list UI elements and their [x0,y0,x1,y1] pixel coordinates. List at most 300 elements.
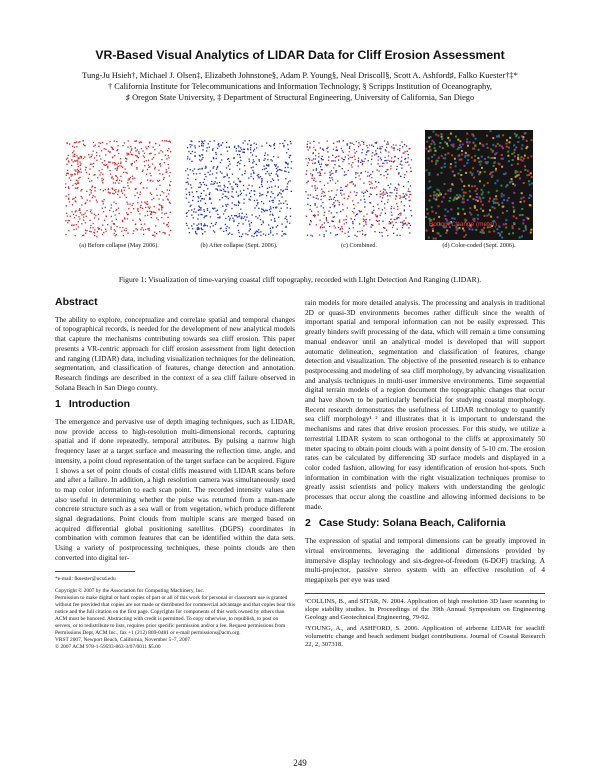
terrain-pixel [462,198,464,200]
terrain-pixel [502,206,504,208]
terrain-pixel [429,149,431,151]
terrain-pixel [488,191,490,193]
point-marker [168,222,169,223]
point-marker [377,169,378,170]
point-marker [71,159,72,160]
terrain-pixel [519,237,521,239]
point-marker [409,205,410,206]
point-marker [287,207,288,208]
point-marker [93,227,94,228]
point-marker [92,154,93,155]
point-marker [102,182,103,183]
point-marker [122,193,123,194]
point-marker [356,214,357,215]
point-marker [159,204,160,205]
point-marker [243,185,244,186]
point-marker [345,156,346,157]
terrain-pixel [426,229,428,231]
point-marker [331,190,332,191]
point-marker [378,223,379,224]
point-marker [270,208,271,209]
section-number: 1 [55,398,61,411]
point-marker [106,164,107,165]
point-marker [249,230,250,231]
point-marker [238,205,239,206]
point-marker [278,179,279,180]
point-marker [315,190,316,191]
point-marker [189,159,190,160]
point-marker [398,184,399,185]
terrain-pixel [460,174,462,176]
point-marker [70,216,71,217]
point-marker [267,192,268,193]
point-marker [77,172,78,173]
point-marker [240,147,241,148]
point-marker [277,170,278,171]
point-marker [158,170,159,171]
point-marker [245,170,246,171]
point-marker [73,156,74,157]
terrain-pixel [486,135,488,137]
point-marker [348,231,349,232]
point-marker [339,140,340,141]
point-marker [72,146,73,147]
point-marker [101,150,102,151]
point-marker [212,173,213,174]
terrain-pixel [441,155,443,157]
terrain-pixel [518,137,520,139]
point-marker [317,198,318,199]
terrain-pixel [528,197,530,199]
point-marker [355,185,356,186]
point-marker [83,214,84,215]
point-marker [324,212,325,213]
point-marker [405,151,406,152]
point-marker [93,223,94,224]
point-marker [403,153,404,154]
point-marker [223,213,224,214]
point-marker [233,220,234,221]
point-marker [265,173,266,174]
point-marker [133,208,134,209]
terrain-pixel [507,151,509,153]
point-marker [119,197,120,198]
point-marker [375,150,376,151]
point-marker [359,175,360,176]
point-marker [227,226,228,227]
point-marker [209,194,210,195]
point-marker [290,208,291,209]
point-marker [226,167,227,168]
point-marker [352,221,353,222]
terrain-pixel [465,152,467,154]
point-marker [358,202,359,203]
point-marker [376,194,377,195]
point-marker [113,178,114,179]
point-marker [345,233,346,234]
point-marker [400,164,401,165]
point-marker [118,183,119,184]
point-marker [113,201,114,202]
point-marker [189,232,190,233]
point-marker [398,214,399,215]
point-marker [204,140,205,141]
point-marker [202,168,203,169]
point-marker [404,144,405,145]
terrain-pixel [445,154,447,156]
point-marker [153,147,154,148]
point-marker [396,169,397,170]
point-marker [122,145,123,146]
point-marker [275,220,276,221]
point-marker [220,185,221,186]
point-marker [385,157,386,158]
point-marker [151,217,152,218]
terrain-pixel [463,192,465,194]
point-cloud-before-image [65,130,173,240]
point-marker [363,221,364,222]
point-marker [124,187,125,188]
point-marker [127,153,128,154]
point-marker [79,157,80,158]
point-marker [218,185,219,186]
point-marker [351,143,352,144]
point-marker [243,151,244,152]
point-marker [408,196,409,197]
point-marker [109,152,110,153]
point-marker [224,186,225,187]
terrain-pixel [482,230,484,232]
point-marker [394,160,395,161]
point-marker [118,191,119,192]
point-marker [86,210,87,211]
point-marker [77,161,78,162]
point-marker [204,223,205,224]
terrain-pixel [463,230,465,232]
terrain-pixel [474,145,476,147]
point-marker [81,157,82,158]
point-marker [80,190,81,191]
point-marker [369,181,370,182]
point-marker [381,212,382,213]
point-marker [153,198,154,199]
point-marker [250,149,251,150]
point-marker [397,217,398,218]
point-marker [238,145,239,146]
point-marker [378,163,379,164]
point-marker [395,222,396,223]
terrain-pixel [455,232,457,234]
point-marker [112,148,113,149]
point-marker [231,234,232,235]
point-marker [194,208,195,209]
point-marker [350,157,351,158]
point-marker [158,209,159,210]
terrain-pixel [490,148,492,150]
terrain-pixel [515,172,517,174]
point-marker [373,206,374,207]
point-marker [397,149,398,150]
point-marker [135,150,136,151]
point-marker [388,185,389,186]
point-marker [285,171,286,172]
point-marker [191,209,192,210]
point-marker [202,198,203,199]
point-marker [321,158,322,159]
point-marker [86,191,87,192]
point-marker [324,195,325,196]
point-marker [141,224,142,225]
point-marker [96,236,97,237]
point-marker [260,231,261,232]
terrain-pixel [469,228,471,230]
point-marker [168,157,169,158]
point-marker [347,145,348,146]
point-marker [254,200,255,201]
point-marker [226,142,227,143]
terrain-pixel [470,172,472,174]
point-marker [330,180,331,181]
point-marker [81,196,82,197]
point-marker [98,146,99,147]
terrain-pixel [531,139,533,141]
point-marker [162,140,163,141]
point-marker [365,158,366,159]
point-marker [136,140,137,141]
point-marker [149,207,150,208]
point-marker [255,232,256,233]
point-marker [331,160,332,161]
point-marker [112,162,113,163]
point-marker [256,164,257,165]
terrain-pixel [482,204,484,206]
point-marker [93,142,94,143]
point-marker [257,175,258,176]
point-marker [397,209,398,210]
point-marker [90,209,91,210]
point-marker [209,174,210,175]
point-marker [229,177,230,178]
point-marker [352,211,353,212]
point-marker [105,154,106,155]
point-marker [390,222,391,223]
point-marker [246,194,247,195]
point-marker [164,162,165,163]
point-marker [74,173,75,174]
terrain-pixel [530,204,532,206]
point-marker [100,158,101,159]
point-marker [387,169,388,170]
point-marker [195,147,196,148]
point-marker [402,227,403,228]
point-marker [259,159,260,160]
terrain-pixel [488,200,490,202]
point-marker [91,212,92,213]
terrain-pixel [467,145,469,147]
point-marker [110,173,111,174]
terrain-pixel [434,147,436,149]
point-marker [203,225,204,226]
point-marker [238,195,239,196]
terrain-pixel [465,172,467,174]
terrain-pixel [459,144,461,146]
point-marker [307,204,308,205]
terrain-pixel [442,147,444,149]
point-marker [119,227,120,228]
point-marker [162,191,163,192]
point-marker [323,159,324,160]
terrain-pixel [479,171,481,173]
point-marker [263,203,264,204]
point-marker [122,227,123,228]
terrain-pixel [435,150,437,152]
point-marker [109,141,110,142]
point-marker [192,228,193,229]
point-marker [136,167,137,168]
point-marker [324,192,325,193]
point-marker [116,141,117,142]
terrain-pixel [438,216,440,218]
point-marker [244,216,245,217]
point-marker [186,198,187,199]
point-marker [80,163,81,164]
point-marker [158,152,159,153]
point-marker [309,224,310,225]
point-marker [115,189,116,190]
terrain-pixel [473,142,475,144]
point-marker [252,170,253,171]
terrain-pixel [502,134,504,136]
terrain-pixel [459,194,461,196]
point-marker [100,143,101,144]
terrain-pixel [447,145,449,147]
point-marker [90,189,91,190]
terrain-pixel [525,147,527,149]
point-marker [307,144,308,145]
terrain-pixel [489,173,491,175]
point-marker [375,142,376,143]
point-marker [226,230,227,231]
point-marker [152,159,153,160]
point-marker [261,201,262,202]
point-marker [95,215,96,216]
point-marker [250,228,251,229]
terrain-pixel [444,209,446,211]
point-marker [270,206,271,207]
authors-names: Tung-Ju Hsieh†, Michael J. Olsen‡, Elizabeth Johnstone§, Adam P. Young§, Neal Driscoll§, Scott A. Ashford♯, Falko Kuester†‡* [82,71,518,80]
point-marker [266,168,267,169]
point-marker [280,193,281,194]
point-marker [190,169,191,170]
point-marker [374,154,375,155]
point-marker [192,151,193,152]
point-marker [81,172,82,173]
point-marker [405,223,406,224]
point-marker [78,221,79,222]
point-marker [315,158,316,159]
point-marker [333,199,334,200]
point-marker [105,229,106,230]
point-marker [273,156,274,157]
point-marker [346,216,347,217]
point-marker [247,148,248,149]
terrain-pixel [462,143,464,145]
terrain-pixel [522,214,524,216]
terrain-pixel [464,213,466,215]
point-marker [411,215,412,216]
point-marker [360,178,361,179]
point-marker [221,154,222,155]
point-marker [313,215,314,216]
point-marker [75,142,76,143]
terrain-pixel [435,162,437,164]
point-marker [228,158,229,159]
point-marker [144,202,145,203]
point-marker [112,221,113,222]
point-marker [366,219,367,220]
point-marker [229,219,230,220]
point-marker [238,230,239,231]
point-marker [83,158,84,159]
terrain-pixel [477,200,479,202]
terrain-pixel [428,188,430,190]
point-marker [152,163,153,164]
point-marker [214,140,215,141]
point-marker [168,167,169,168]
terrain-pixel [506,139,508,141]
point-marker [337,141,338,142]
point-marker [220,189,221,190]
point-marker [250,176,251,177]
point-marker [137,149,138,150]
point-marker [360,173,361,174]
point-marker [360,162,361,163]
point-marker [284,140,285,141]
terrain-pixel [482,145,484,147]
point-marker [115,214,116,215]
point-marker [257,217,258,218]
point-marker [124,230,125,231]
point-marker [281,170,282,171]
point-marker [342,204,343,205]
point-marker [283,233,284,234]
terrain-pixel [467,159,469,161]
point-marker [335,157,336,158]
point-marker [69,143,70,144]
point-marker [341,158,342,159]
point-marker [370,174,371,175]
point-marker [379,171,380,172]
point-marker [111,227,112,228]
point-marker [335,160,336,161]
point-marker [332,221,333,222]
point-marker [377,148,378,149]
point-marker [272,178,273,179]
point-marker [261,184,262,185]
point-marker [387,162,388,163]
terrain-pixel [493,230,495,232]
point-marker [98,214,99,215]
point-marker [228,216,229,217]
point-marker [187,147,188,148]
point-marker [217,183,218,184]
point-marker [376,216,377,217]
point-marker [241,216,242,217]
point-marker [307,235,308,236]
terrain-pixel [464,165,466,167]
left-column [55,298,295,651]
point-marker [291,161,292,162]
